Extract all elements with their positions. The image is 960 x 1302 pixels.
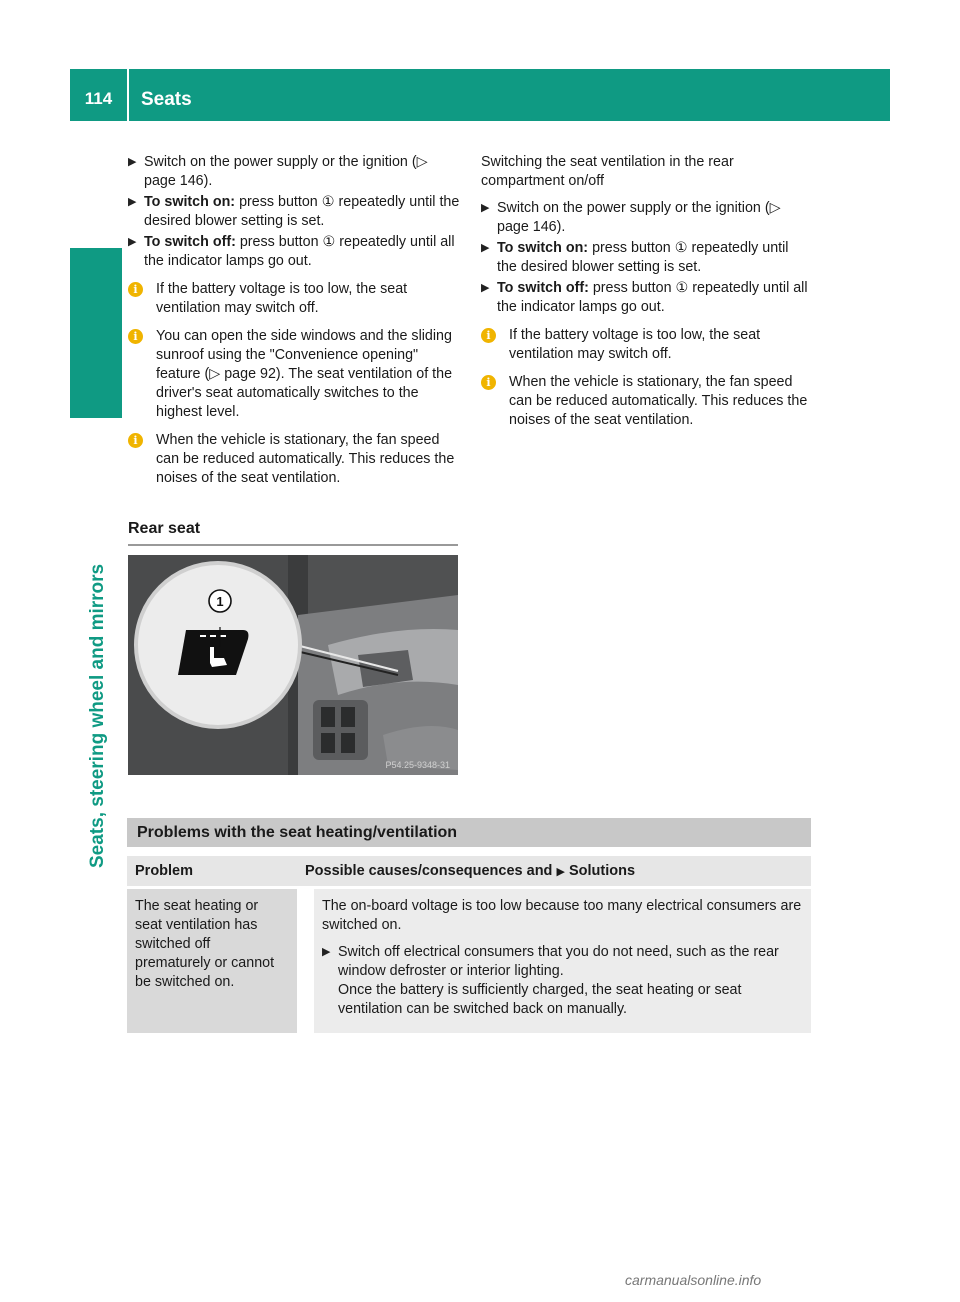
photo-code: P54.25-9348-31 — [385, 760, 450, 770]
step-text: press button ① repeatedly until the desired blower setting is set. — [144, 194, 460, 229]
step-text: press button ① repeatedly until the desired blower setting is set. — [497, 240, 789, 275]
step-text: Switch on the power supply or the ignition (▷ page 146). — [497, 200, 781, 235]
info-icon: i — [481, 375, 496, 390]
cause-cell — [314, 889, 811, 1033]
right-column — [481, 153, 811, 432]
info-note — [481, 326, 811, 364]
causes-header-text: Possible causes/consequences and — [305, 863, 553, 879]
callout-number: 1 — [216, 594, 224, 609]
table-title: Problems with the seat heating/ventilation — [127, 818, 811, 847]
rear-seat-photo — [128, 555, 458, 775]
instruction-step — [481, 239, 811, 277]
solution-step — [322, 943, 803, 1019]
note-text: You can open the side windows and the sliding sunroof using the "Convenience opening" feature (▷ page 92). The seat ventilation of the driver's seat automatically switches to the highest level. — [156, 328, 453, 420]
chapter-tab — [70, 248, 122, 418]
step-label: To switch off: — [144, 234, 236, 250]
problem-cell: The seat heating or seat ventilation has switched off prematurely or cannot be switched on. — [127, 889, 297, 1033]
step-arrow-icon: ▶ — [481, 282, 490, 294]
chapter-side-label: Seats, steering wheel and mirrors — [87, 563, 108, 868]
problems-table — [127, 818, 811, 1033]
step-arrow-icon: ▶ — [128, 236, 137, 248]
header-divider — [127, 69, 129, 121]
column-header-causes — [297, 856, 811, 886]
info-icon: i — [128, 433, 143, 448]
section-title-rear-seat: Rear seat — [128, 520, 201, 537]
solutions-arrow-icon: ▶ — [556, 866, 565, 878]
step-label: To switch on: — [144, 194, 236, 210]
note-text: If the battery voltage is too low, the seat ventilation may switch off. — [156, 281, 408, 316]
instruction-step — [128, 153, 460, 191]
solution-followup: Once the battery is sufficiently charged, the seat heating or seat ventilation can be switched back on manually. — [338, 982, 742, 1017]
step-text: press button ① repeatedly until all the indicator lamps go out. — [144, 234, 455, 269]
step-arrow-icon: ▶ — [128, 196, 137, 208]
table-header-row — [127, 856, 811, 886]
step-text: Switch on the power supply or the ignition (▷ page 146). — [144, 154, 428, 189]
solutions-header-text: Solutions — [568, 863, 636, 879]
info-note — [481, 373, 811, 430]
subsection-intro: Switching the seat ventilation in the rear compartment on/off — [481, 154, 734, 189]
section-rule — [128, 544, 458, 546]
step-arrow-icon: ▶ — [481, 242, 490, 254]
door-panel-illustration — [128, 555, 458, 775]
instruction-step — [128, 193, 460, 231]
page-title: Seats — [141, 89, 192, 110]
step-label: To switch off: — [497, 280, 589, 296]
note-text: If the battery voltage is too low, the seat ventilation may switch off. — [509, 327, 761, 362]
info-icon: i — [128, 329, 143, 344]
info-note — [128, 431, 460, 488]
info-icon: i — [128, 282, 143, 297]
solution-text: Switch off electrical consumers that you do not need, such as the rear window defroster or interior lighting. — [338, 944, 779, 979]
left-column — [128, 153, 460, 490]
page-header-bar — [70, 69, 890, 121]
info-icon: i — [481, 328, 496, 343]
page-number: 114 — [84, 89, 113, 108]
instruction-step — [481, 279, 811, 317]
step-arrow-icon: ▶ — [481, 202, 490, 214]
instruction-step — [128, 233, 460, 271]
info-note — [128, 280, 460, 318]
step-arrow-icon: ▶ — [322, 946, 331, 958]
watermark-text: carmanualsonline.info — [625, 1272, 762, 1288]
note-text: When the vehicle is stationary, the fan speed can be reduced automatically. This reduces the noises of the seat ventilation. — [156, 432, 455, 486]
step-text: press button ① repeatedly until all the indicator lamps go out. — [497, 280, 808, 315]
step-arrow-icon: ▶ — [128, 156, 137, 168]
note-text: When the vehicle is stationary, the fan speed can be reduced automatically. This reduces the noises of the seat ventilation. — [509, 374, 808, 428]
table-row — [127, 889, 811, 1033]
column-header-problem: Problem — [135, 863, 194, 879]
instruction-step — [481, 199, 811, 237]
cause-text: The on-board voltage is too low because too many electrical consumers are switched on. — [322, 898, 802, 933]
info-note — [128, 327, 460, 422]
step-label: To switch on: — [497, 240, 589, 256]
